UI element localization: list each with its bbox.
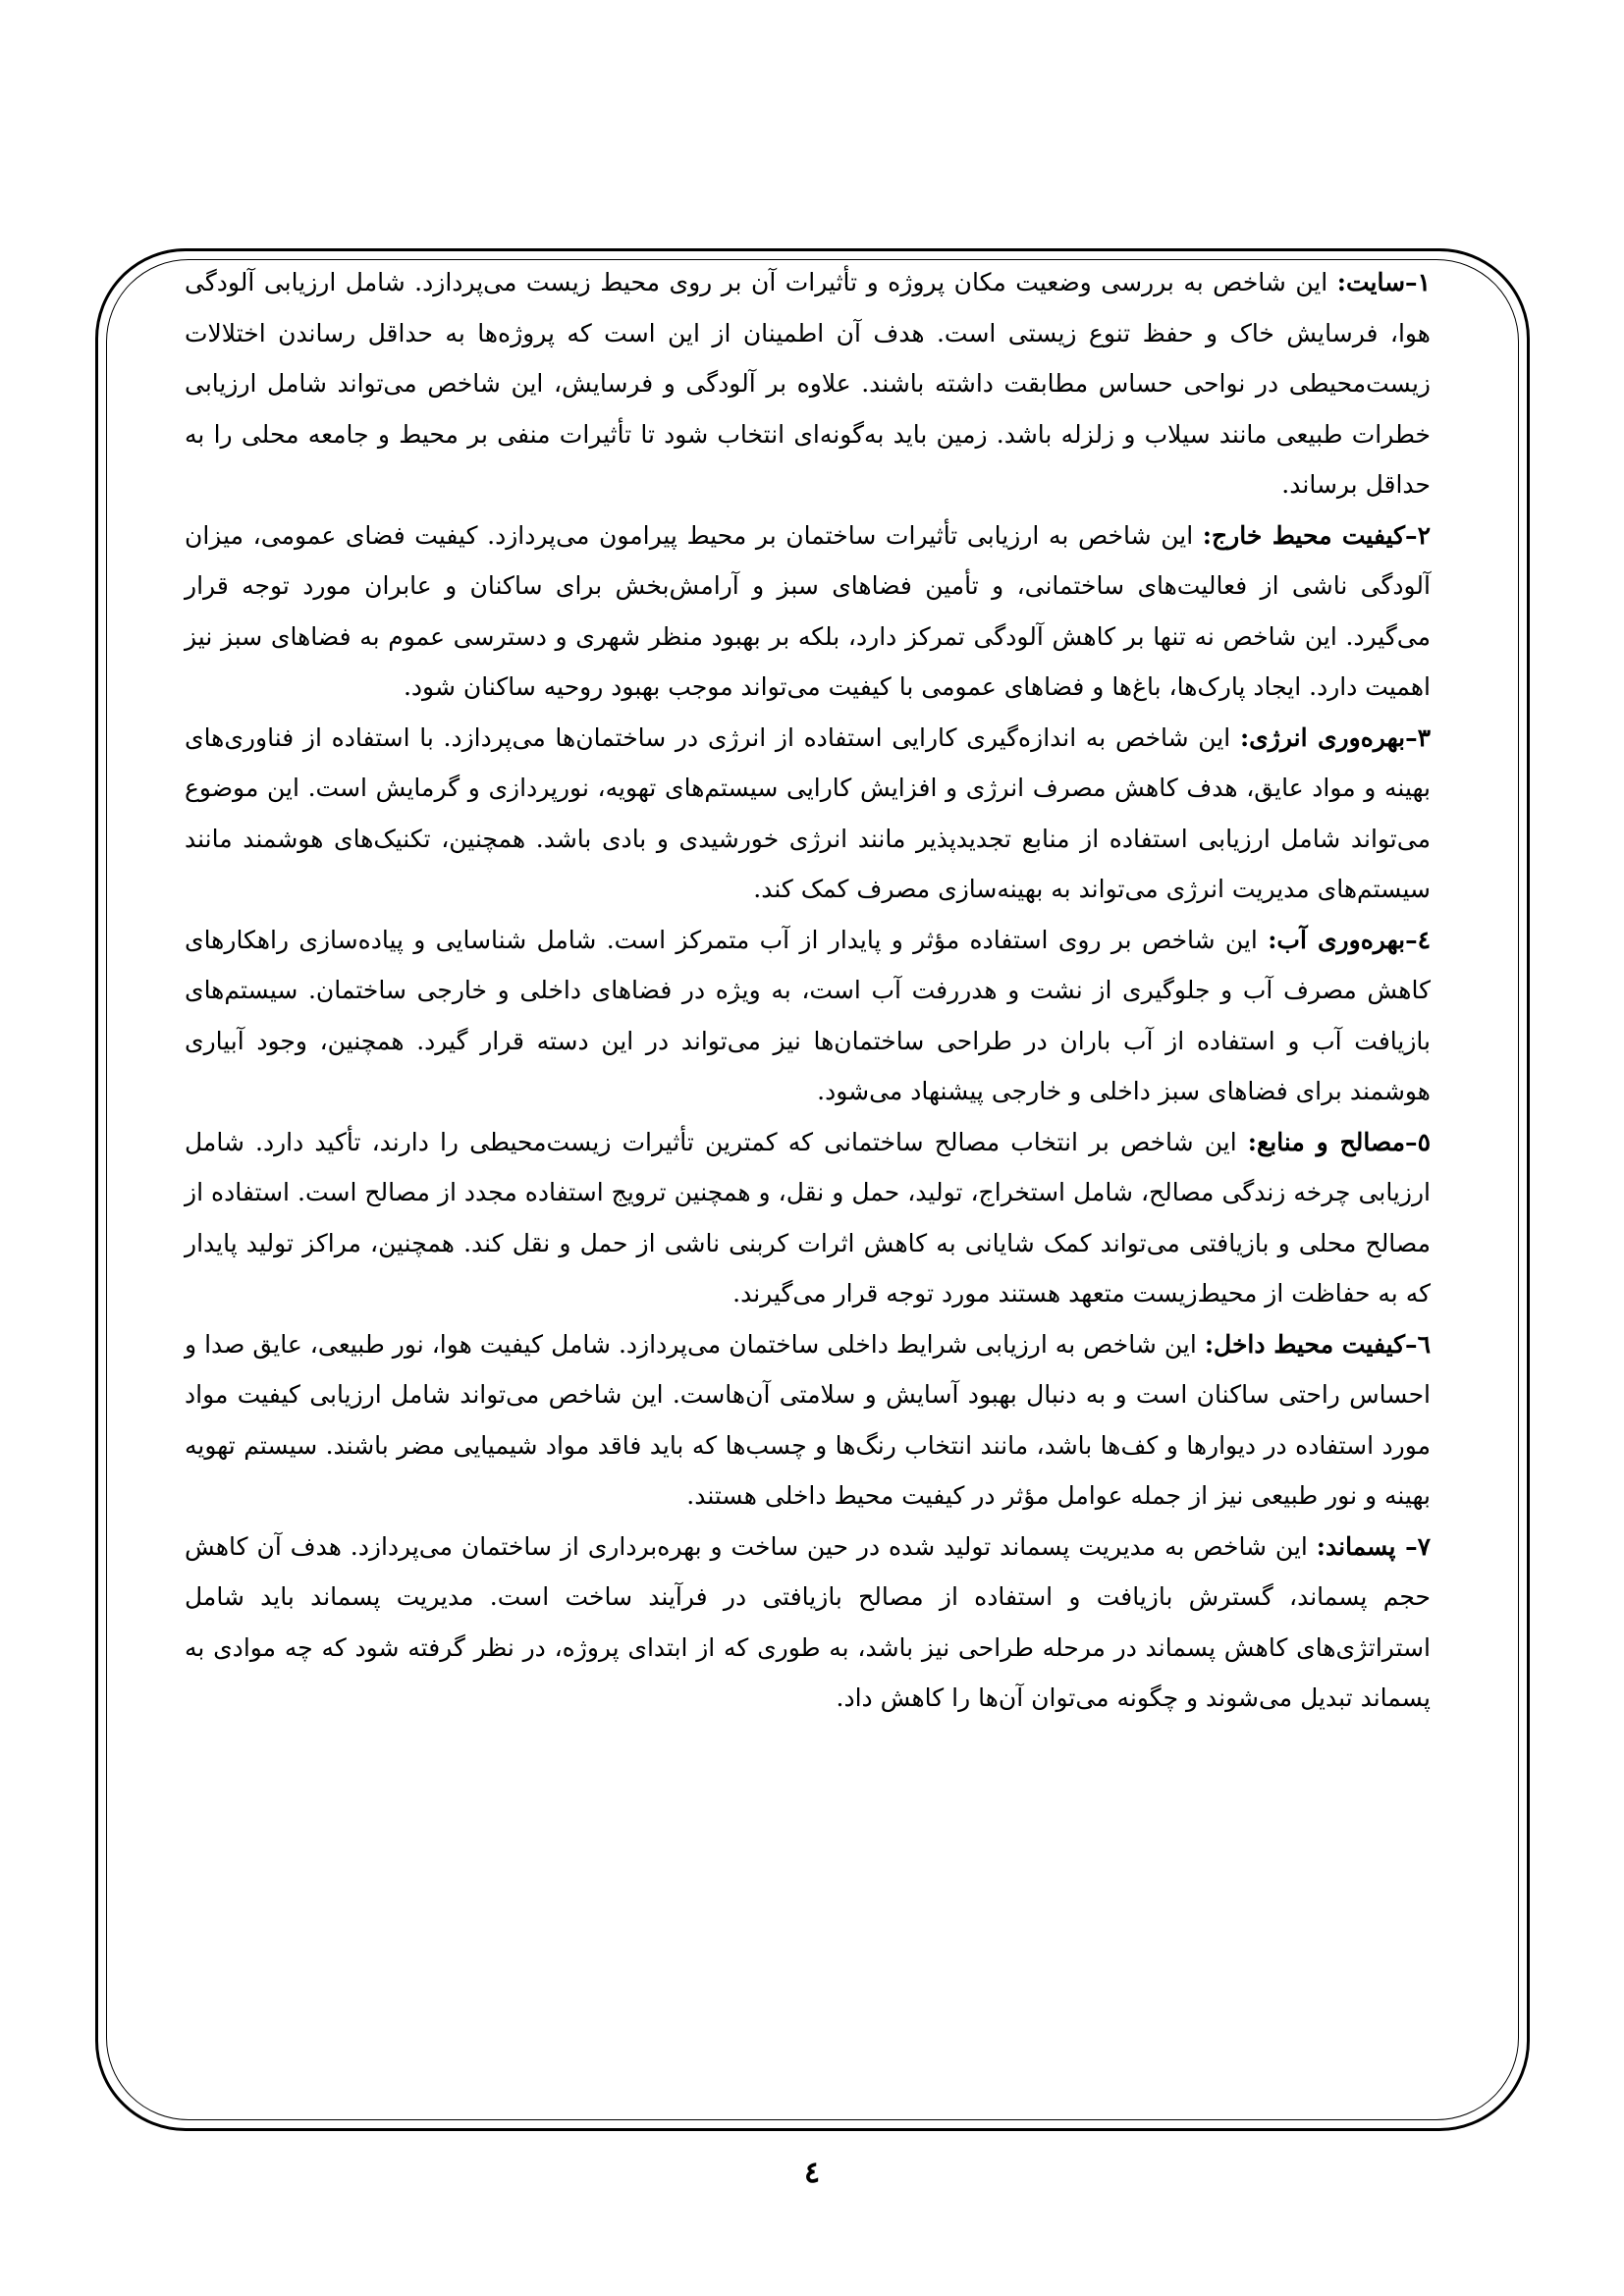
paragraph-outdoor-environment-quality <box>185 510 1431 713</box>
paragraph-title: ۲–کیفیت محیط خارج: <box>1202 520 1431 550</box>
paragraph-site <box>185 257 1431 510</box>
paragraph-title: ۱–سایت: <box>1336 268 1431 296</box>
paragraph-text: این شاخص به بررسی وضعیت مکان پروژه و تأثیرات آن بر روی محیط زیست می‌پردازد. شامل ارزیابی آلودگی هوا، فرسایش خاک و حفظ تنوع زیستی است. هدف آن اطمینان از این است که پروژه‌ها به حداقل رساندن اختلالات زیست‌محیطی در نواحی حساس مطابقت داشته باشند. علاوه بر آلودگی و فرسایش، این شاخص می‌تواند شامل ارزیابی خطرات طبیعی مانند سیلاب و زلزله باشد. زمین باید به‌گونه‌ای انتخاب شود تا تأثیرات منفی بر محیط و جامعه محلی را به حداقل برساند. <box>185 268 1431 499</box>
paragraph-title: ٤–بهره‌وری آب: <box>1268 925 1432 954</box>
document-body <box>185 257 1431 1724</box>
paragraph-title: ٦–کیفیت محیط داخل: <box>1204 1329 1431 1359</box>
paragraph-text: این شاخص به ارزیابی تأثیرات ساختمان بر محیط پیرامون می‌پردازد. کیفیت فضای عمومی، میزان آلودگی ناشی از فعالیت‌های ساختمانی، و تأمین فضاهای سبز و آرامش‌بخش برای ساکنان و عابران مورد توجه قرار می‌گیرد. این شاخص نه تنها بر کاهش آلودگی تمرکز دارد، بلکه بر بهبود منظر شهری و دسترسی عموم به فضاهای سبز نیز اهمیت دارد. ایجاد پارک‌ها، باغ‌ها و فضاهای عمومی با کیفیت می‌تواند موجب بهبود روحیه ساکنان شود. <box>185 520 1431 701</box>
paragraph-text: این شاخص به اندازه‌گیری کارایی استفاده از انرژی در ساختمان‌ها می‌پردازد. با استفاده از فناوری‌های بهینه و مواد عایق، هدف کاهش مصرف انرژی و افزایش کارایی سیستم‌های تهویه، نورپردازی و گرمایش است. این موضوع می‌تواند شامل ارزیابی استفاده از منابع تجدیدپذیر مانند انرژی خورشیدی و بادی باشد. همچنین، تکنیک‌های هوشمند مانند سیستم‌های مدیریت انرژی می‌تواند به بهینه‌سازی مصرف کمک کند. <box>185 722 1431 903</box>
paragraph-water-efficiency <box>185 915 1431 1117</box>
paragraph-title: ۷– پسماند: <box>1316 1531 1432 1561</box>
page-number: ٤ <box>803 2156 821 2190</box>
paragraph-waste <box>185 1522 1431 1724</box>
paragraph-title: ۳–بهره‌وری انرژی: <box>1239 722 1432 752</box>
paragraph-text: این شاخص به ارزیابی شرایط داخلی ساختمان می‌پردازد. شامل کیفیت هوا، نور طبیعی، عایق صدا و احساس راحتی ساکنان است و به دنبال بهبود آسایش و سلامتی آن‌هاست. این شاخص می‌تواند شامل ارزیابی کیفیت مواد مورد استفاده در دیوارها و کف‌ها باشد، مانند انتخاب رنگ‌ها و چسب‌ها که باید فاقد مواد شیمیایی مضر باشند. سیستم تهویه بهینه و نور طبیعی نیز از جمله عوامل مؤثر در کیفیت محیط داخلی هستند. <box>185 1329 1431 1510</box>
paragraph-text: این شاخص به مدیریت پسماند تولید شده در حین ساخت و بهره‌برداری از ساختمان می‌پردازد. هدف آن کاهش حجم پسماند، گسترش بازیافت و استفاده از مصالح بازیافتی در فرآیند ساخت است. مدیریت پسماند باید شامل استراتژی‌های کاهش پسماند در مرحله طراحی نیز باشد، به طوری که از ابتدای پروژه، در نظر گرفته شود که چه موادی به پسماند تبدیل می‌شوند و چگونه می‌توان آن‌ها را کاهش داد. <box>185 1531 1431 1712</box>
paragraph-indoor-environment-quality <box>185 1319 1431 1522</box>
paragraph-title: ٥–مصالح و منابع: <box>1247 1127 1431 1156</box>
paragraph-energy-efficiency <box>185 713 1431 915</box>
paragraph-text: این شاخص بر روی استفاده مؤثر و پایدار از آب متمرکز است. شامل شناسایی و پیاده‌سازی راهکارهای کاهش مصرف آب و جلوگیری از نشت و هدررفت آب است، به ویژه در فضاهای داخلی و خارجی ساختمان. سیستم‌های بازیافت آب و استفاده از آب باران در طراحی ساختمان‌ها نیز می‌تواند در این دسته قرار گیرد. همچنین، وجود آبیاری هوشمند برای فضاهای سبز داخلی و خارجی پیشنهاد می‌شود. <box>185 925 1431 1105</box>
paragraph-text: این شاخص بر انتخاب مصالح ساختمانی که کمترین تأثیرات زیست‌محیطی را دارند، تأکید دارد. شامل ارزیابی چرخه زندگی مصالح، شامل استخراج، تولید، حمل و نقل، و همچنین ترویج استفاده مجدد از مصالح است. استفاده از مصالح محلی و بازیافتی می‌تواند کمک شایانی به کاهش اثرات کربنی ناشی از حمل و نقل کند. همچنین، مراکز تولید پایدار که به حفاظت از محیط‌زیست متعهد هستند مورد توجه قرار می‌گیرند. <box>185 1127 1431 1308</box>
paragraph-materials-resources <box>185 1117 1431 1319</box>
